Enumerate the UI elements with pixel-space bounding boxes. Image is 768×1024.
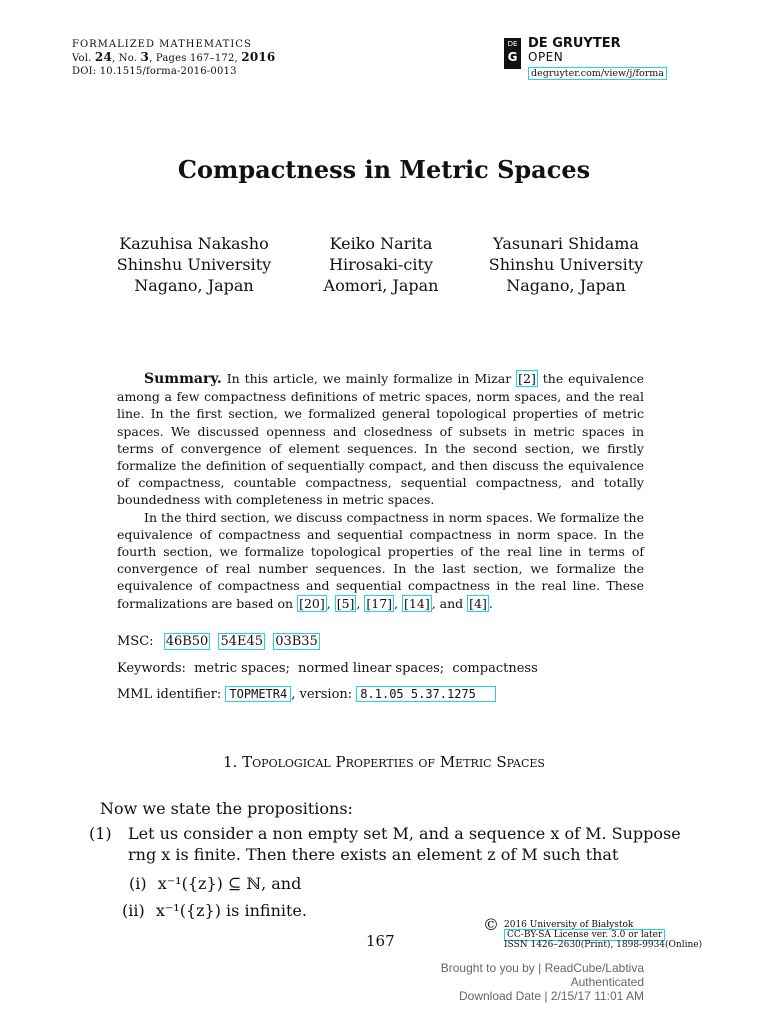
author-block-3 <box>476 233 656 296</box>
journal-name: FORMALIZED MATHEMATICS <box>72 39 252 50</box>
download-line: Authenticated <box>570 975 644 989</box>
author-location: Nagano, Japan <box>506 276 626 295</box>
download-line: Download Date | 2/15/17 11:01 AM <box>458 989 644 1003</box>
author-affiliation: Shinshu University <box>488 255 644 274</box>
separator: , <box>431 595 436 611</box>
abstract-label: Summary. <box>144 371 222 387</box>
logo-g-text: G <box>507 50 518 64</box>
author-name: Kazuhisa Nakasho <box>119 234 269 253</box>
proposition-text <box>128 823 694 865</box>
paper-title: Compactness in Metric Spaces <box>177 155 591 184</box>
pages-range: , Pages 167–172, <box>149 53 238 64</box>
publisher-name: DE GRUYTER <box>528 36 621 51</box>
list-item-label: (i) <box>129 874 147 893</box>
publisher-open: OPEN <box>528 50 564 64</box>
author-location: Aomori, Japan <box>323 276 439 295</box>
mml-label: MML identifier: <box>117 687 222 702</box>
author-affiliation: Hirosaki-city <box>329 255 433 274</box>
author-affiliation: Shinshu University <box>116 255 272 274</box>
body-intro: Now we state the propositions: <box>100 799 353 818</box>
author-name: Yasunari Shidama <box>493 234 639 253</box>
citation-link[interactable]: [17] <box>366 595 393 611</box>
vol-prefix: Vol. <box>72 53 92 64</box>
author-block-1 <box>104 233 284 296</box>
year: 2016 <box>241 50 276 64</box>
abstract-paragraph-2 <box>117 509 644 612</box>
msc-code-link[interactable]: 03B35 <box>275 634 318 649</box>
citation-link[interactable]: [20] <box>299 595 325 611</box>
separator: , <box>394 595 399 611</box>
journal-header <box>72 38 275 78</box>
mml-line <box>117 686 496 702</box>
and-text: and <box>439 595 464 611</box>
license-link[interactable]: CC-BY-SA License ver. 3.0 or later <box>504 929 665 941</box>
abstract <box>117 370 644 612</box>
separator: , <box>356 595 361 611</box>
section-number: 1. <box>223 753 238 771</box>
journal-url-link[interactable]: degruyter.com/view/j/forma <box>528 67 667 80</box>
author-block-2 <box>299 233 463 296</box>
mml-identifier-link[interactable]: TOPMETR4 <box>225 686 291 702</box>
list-item <box>122 900 307 921</box>
abstract-text: In this article, we mainly formalize in Mizar <box>226 371 512 386</box>
version-label: , version: <box>291 687 353 702</box>
list-item-text: x⁻¹({z}) ⊆ ℕ, and <box>157 874 302 893</box>
list-item <box>129 873 301 894</box>
volume-line <box>72 51 275 65</box>
section-heading <box>0 753 768 771</box>
proposition-line: Let us consider a non empty set M, and a sequence x of M. Suppose <box>128 824 681 843</box>
proposition-number: (1) <box>89 824 112 843</box>
copyright-holder: 2016 University of Białystok <box>504 920 634 930</box>
mml-version-link[interactable]: 8.1.05 5.37.1275 <box>356 686 496 702</box>
list-item-label: (ii) <box>122 901 145 920</box>
abstract-text: the equivalence among a few compactness definitions of metric spaces, norm spaces, and the real line. In the first section, we formalized general topological properties of metric spaces. We discussed openness and closedness of subsets in metric spaces in terms of convergence of element sequences. In the second section, we firstly formalize the definition of sequentially compact, and then discuss the equivalence of compactness, countable compactness, sequential compactness, and totally boundedness with completeness in metric spaces. <box>117 371 644 508</box>
keyword: normed linear spaces; <box>298 661 445 676</box>
keyword: compactness <box>452 661 538 676</box>
publisher-block <box>528 37 667 80</box>
issue-number: 3 <box>140 50 150 64</box>
abstract-text: In the third section, we discuss compactness in norm spaces. We formalize the equivalence of compactness and sequential compactness in norm space. In the fourth section, we formalize topological properties of the real line in terms of convergence of real number sequences. In the last section, we formalize the equivalence of compactness and sequential compactness in the real line. These formalizations are based on <box>117 509 644 611</box>
citation-link[interactable]: [14] <box>404 595 430 611</box>
author-name: Keiko Narita <box>329 234 433 253</box>
copyright-icon: © <box>483 915 499 934</box>
de-gruyter-logo <box>504 38 521 69</box>
keywords-label: Keywords: <box>117 661 186 676</box>
proposition-line: rng x is finite. Then there exists an element z of M such that <box>128 845 619 864</box>
issn: ISSN 1426–2630(Print), 1898-9934(Online) <box>504 940 703 950</box>
download-line: Brought to you by | ReadCube/Labtiva <box>440 961 644 975</box>
msc-line <box>117 634 320 649</box>
separator: , <box>326 595 331 611</box>
download-stamp <box>441 961 644 1003</box>
no-prefix: , No. <box>112 53 138 64</box>
abstract-paragraph-1 <box>117 370 644 509</box>
citation-link[interactable]: [4] <box>469 595 487 611</box>
page-number: 167 <box>366 932 395 950</box>
author-location: Nagano, Japan <box>134 276 254 295</box>
logo-de-text: DE <box>507 40 518 48</box>
citation-link[interactable]: [5] <box>336 595 355 611</box>
msc-code-link[interactable]: 46B50 <box>165 634 209 649</box>
msc-label: MSC: <box>117 634 154 649</box>
copyright-block <box>504 920 702 950</box>
doi[interactable]: DOI: 10.1515/forma-2016-0013 <box>72 66 237 77</box>
citation-link[interactable]: [2] <box>518 371 536 386</box>
msc-code-link[interactable]: 54E45 <box>220 634 264 649</box>
list-item-text: x⁻¹({z}) is infinite. <box>155 901 307 920</box>
volume-number: 24 <box>94 50 113 64</box>
keyword: metric spaces; <box>194 661 290 676</box>
keywords-line <box>117 661 538 676</box>
period: . <box>488 595 493 611</box>
section-title: Topological Properties of Metric Spaces <box>242 753 545 771</box>
